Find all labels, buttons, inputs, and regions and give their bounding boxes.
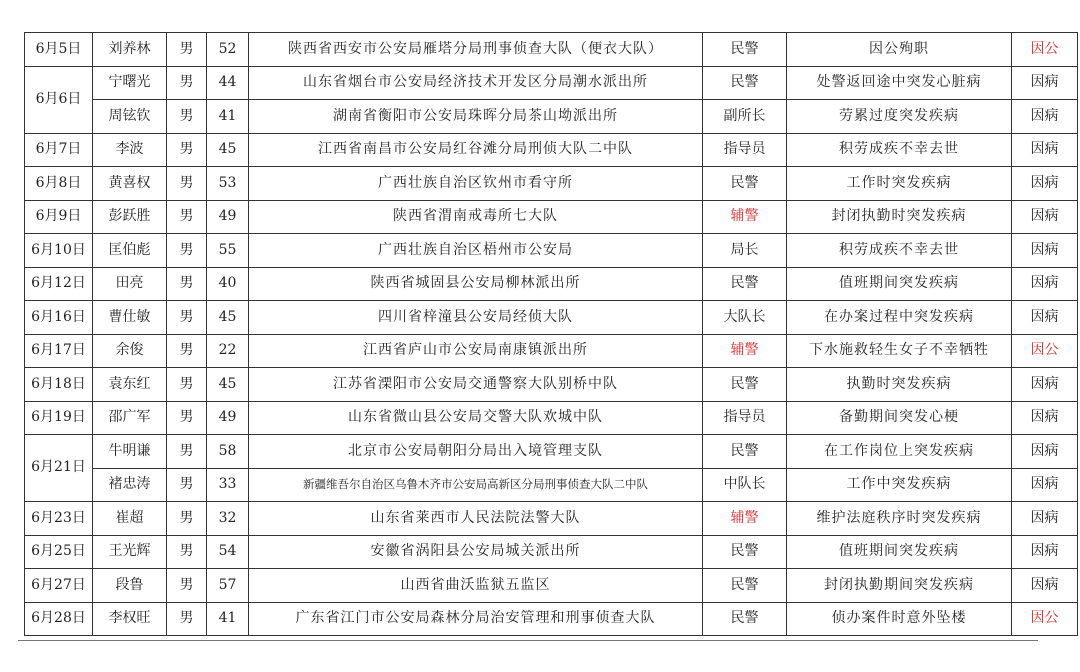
date-cell: 6月16日	[25, 301, 93, 335]
category-cell: 因病	[1012, 234, 1078, 268]
age-cell: 54	[207, 535, 249, 569]
unit-cell: 四川省梓潼县公安局经侦大队	[249, 301, 703, 335]
unit-cell: 新疆维吾尔自治区乌鲁木齐市公安局高新区分局刑事侦查大队二中队	[249, 468, 703, 502]
category-cell: 因病	[1012, 468, 1078, 502]
unit-cell: 湖南省衡阳市公安局珠晖分局茶山坳派出所	[249, 100, 703, 134]
table-row	[25, 167, 1078, 201]
age-cell: 40	[207, 267, 249, 301]
table-row	[25, 502, 1078, 536]
name-cell: 李权旺	[93, 602, 167, 636]
name-cell: 周铉钦	[93, 100, 167, 134]
table-row	[25, 200, 1078, 234]
gender-cell: 男	[167, 468, 207, 502]
table-row	[25, 569, 1078, 603]
gender-cell: 男	[167, 602, 207, 636]
position-cell: 民警	[703, 66, 787, 100]
cause-cell: 侦办案件时意外坠楼	[787, 602, 1012, 636]
age-cell: 22	[207, 334, 249, 368]
position-cell: 指导员	[703, 133, 787, 167]
cause-cell: 封闭执勤时突发疾病	[787, 200, 1012, 234]
unit-cell: 北京市公安局朝阳分局出入境管理支队	[249, 435, 703, 469]
table-row	[25, 234, 1078, 268]
category-cell: 因病	[1012, 401, 1078, 435]
cause-cell: 积劳成疾不幸去世	[787, 234, 1012, 268]
age-cell: 55	[207, 234, 249, 268]
unit-cell: 山西省曲沃监狱五监区	[249, 569, 703, 603]
name-cell: 匡伯彪	[93, 234, 167, 268]
gender-cell: 男	[167, 435, 207, 469]
gender-cell: 男	[167, 569, 207, 603]
position-cell: 民警	[703, 167, 787, 201]
table-row	[25, 435, 1078, 469]
name-cell: 宁曙光	[93, 66, 167, 100]
table-row	[25, 334, 1078, 368]
date-cell: 6月19日	[25, 401, 93, 435]
position-cell: 局长	[703, 234, 787, 268]
gender-cell: 男	[167, 33, 207, 67]
position-cell: 辅警	[703, 334, 787, 368]
gender-cell: 男	[167, 502, 207, 536]
cause-cell: 工作中突发疾病	[787, 468, 1012, 502]
date-cell: 6月9日	[25, 200, 93, 234]
category-cell: 因病	[1012, 368, 1078, 402]
age-cell: 32	[207, 502, 249, 536]
unit-cell: 广东省江门市公安局森林分局治安管理和刑事侦查大队	[249, 602, 703, 636]
gender-cell: 男	[167, 401, 207, 435]
cause-cell: 执勤时突发疾病	[787, 368, 1012, 402]
age-cell: 44	[207, 66, 249, 100]
name-cell: 田亮	[93, 267, 167, 301]
date-cell: 6月28日	[25, 602, 93, 636]
name-cell: 刘养林	[93, 33, 167, 67]
gender-cell: 男	[167, 100, 207, 134]
category-cell: 因病	[1012, 569, 1078, 603]
name-cell: 邵广军	[93, 401, 167, 435]
date-cell: 6月10日	[25, 234, 93, 268]
gender-cell: 男	[167, 535, 207, 569]
table-row	[25, 401, 1078, 435]
cause-cell: 维护法庭秩序时突发疾病	[787, 502, 1012, 536]
table-row	[25, 33, 1078, 67]
table-row	[25, 368, 1078, 402]
cause-cell: 下水施救轻生女子不幸牺牲	[787, 334, 1012, 368]
position-cell: 副所长	[703, 100, 787, 134]
cause-cell: 在办案过程中突发疾病	[787, 301, 1012, 335]
category-cell: 因病	[1012, 133, 1078, 167]
age-cell: 45	[207, 368, 249, 402]
date-cell: 6月25日	[25, 535, 93, 569]
date-cell: 6月12日	[25, 267, 93, 301]
date-cell: 6月23日	[25, 502, 93, 536]
gender-cell: 男	[167, 66, 207, 100]
gender-cell: 男	[167, 267, 207, 301]
position-cell: 民警	[703, 435, 787, 469]
position-cell: 民警	[703, 368, 787, 402]
cause-cell: 处警返回途中突发心脏病	[787, 66, 1012, 100]
unit-cell: 山东省微山县公安局交警大队欢城中队	[249, 401, 703, 435]
cause-cell: 封闭执勤期间突发疾病	[787, 569, 1012, 603]
unit-cell: 广西壮族自治区钦州市看守所	[249, 167, 703, 201]
date-cell: 6月21日	[25, 435, 93, 502]
category-cell: 因病	[1012, 100, 1078, 134]
name-cell: 余俊	[93, 334, 167, 368]
category-cell: 因公	[1012, 602, 1078, 636]
name-cell: 段鲁	[93, 569, 167, 603]
unit-cell: 陕西省西安市公安局雁塔分局刑事侦查大队（便衣大队）	[249, 33, 703, 67]
category-cell: 因病	[1012, 502, 1078, 536]
position-cell: 大队长	[703, 301, 787, 335]
cause-cell: 在工作岗位上突发疾病	[787, 435, 1012, 469]
date-cell: 6月18日	[25, 368, 93, 402]
cause-cell: 工作时突发疾病	[787, 167, 1012, 201]
age-cell: 33	[207, 468, 249, 502]
unit-cell: 江苏省溧阳市公安局交通警察大队别桥中队	[249, 368, 703, 402]
table-row	[25, 301, 1078, 335]
gender-cell: 男	[167, 200, 207, 234]
memorial-table	[24, 32, 1078, 636]
category-cell: 因病	[1012, 66, 1078, 100]
gender-cell: 男	[167, 133, 207, 167]
name-cell: 牛明谦	[93, 435, 167, 469]
name-cell: 彭跃胜	[93, 200, 167, 234]
cause-cell: 值班期间突发疾病	[787, 267, 1012, 301]
memorial-table-sheet	[24, 32, 1078, 636]
date-cell: 6月7日	[25, 133, 93, 167]
table-row	[25, 133, 1078, 167]
cause-cell: 备勤期间突发心梗	[787, 401, 1012, 435]
age-cell: 52	[207, 33, 249, 67]
category-cell: 因病	[1012, 301, 1078, 335]
name-cell: 黄喜权	[93, 167, 167, 201]
gender-cell: 男	[167, 301, 207, 335]
age-cell: 57	[207, 569, 249, 603]
date-cell: 6月5日	[25, 33, 93, 67]
position-cell: 辅警	[703, 200, 787, 234]
age-cell: 53	[207, 167, 249, 201]
position-cell: 民警	[703, 569, 787, 603]
name-cell: 褚忠涛	[93, 468, 167, 502]
position-cell: 民警	[703, 602, 787, 636]
unit-cell: 江西省庐山市公安局南康镇派出所	[249, 334, 703, 368]
name-cell: 曹仕敏	[93, 301, 167, 335]
category-cell: 因病	[1012, 267, 1078, 301]
unit-cell: 山东省莱西市人民法院法警大队	[249, 502, 703, 536]
table-row	[25, 66, 1078, 100]
category-cell: 因病	[1012, 535, 1078, 569]
age-cell: 45	[207, 301, 249, 335]
gender-cell: 男	[167, 368, 207, 402]
table-row	[25, 602, 1078, 636]
cause-cell: 因公殉职	[787, 33, 1012, 67]
category-cell: 因病	[1012, 167, 1078, 201]
category-cell: 因病	[1012, 200, 1078, 234]
cause-cell: 积劳成疾不幸去世	[787, 133, 1012, 167]
unit-cell: 陕西省渭南戒毒所七大队	[249, 200, 703, 234]
unit-cell: 陕西省城固县公安局柳林派出所	[249, 267, 703, 301]
date-cell: 6月27日	[25, 569, 93, 603]
unit-cell: 安徽省涡阳县公安局城关派出所	[249, 535, 703, 569]
position-cell: 民警	[703, 267, 787, 301]
cause-cell: 劳累过度突发疾病	[787, 100, 1012, 134]
gender-cell: 男	[167, 234, 207, 268]
age-cell: 49	[207, 200, 249, 234]
unit-cell: 江西省南昌市公安局红谷滩分局刑侦大队二中队	[249, 133, 703, 167]
age-cell: 41	[207, 602, 249, 636]
date-cell: 6月17日	[25, 334, 93, 368]
unit-cell: 山东省烟台市公安局经济技术开发区分局潮水派出所	[249, 66, 703, 100]
category-cell: 因病	[1012, 435, 1078, 469]
gender-cell: 男	[167, 334, 207, 368]
gender-cell: 男	[167, 167, 207, 201]
date-cell: 6月8日	[25, 167, 93, 201]
age-cell: 58	[207, 435, 249, 469]
category-cell: 因公	[1012, 33, 1078, 67]
name-cell: 袁东红	[93, 368, 167, 402]
cause-cell: 值班期间突发疾病	[787, 535, 1012, 569]
name-cell: 王光辉	[93, 535, 167, 569]
table-row	[25, 468, 1078, 502]
name-cell: 李波	[93, 133, 167, 167]
bottom-divider	[18, 640, 1038, 641]
name-cell: 崔超	[93, 502, 167, 536]
unit-cell: 广西壮族自治区梧州市公安局	[249, 234, 703, 268]
table-row	[25, 267, 1078, 301]
age-cell: 45	[207, 133, 249, 167]
position-cell: 民警	[703, 33, 787, 67]
position-cell: 民警	[703, 535, 787, 569]
position-cell: 指导员	[703, 401, 787, 435]
age-cell: 49	[207, 401, 249, 435]
date-cell: 6月6日	[25, 66, 93, 133]
age-cell: 41	[207, 100, 249, 134]
position-cell: 辅警	[703, 502, 787, 536]
category-cell: 因公	[1012, 334, 1078, 368]
table-row	[25, 535, 1078, 569]
table-row	[25, 100, 1078, 134]
position-cell: 中队长	[703, 468, 787, 502]
